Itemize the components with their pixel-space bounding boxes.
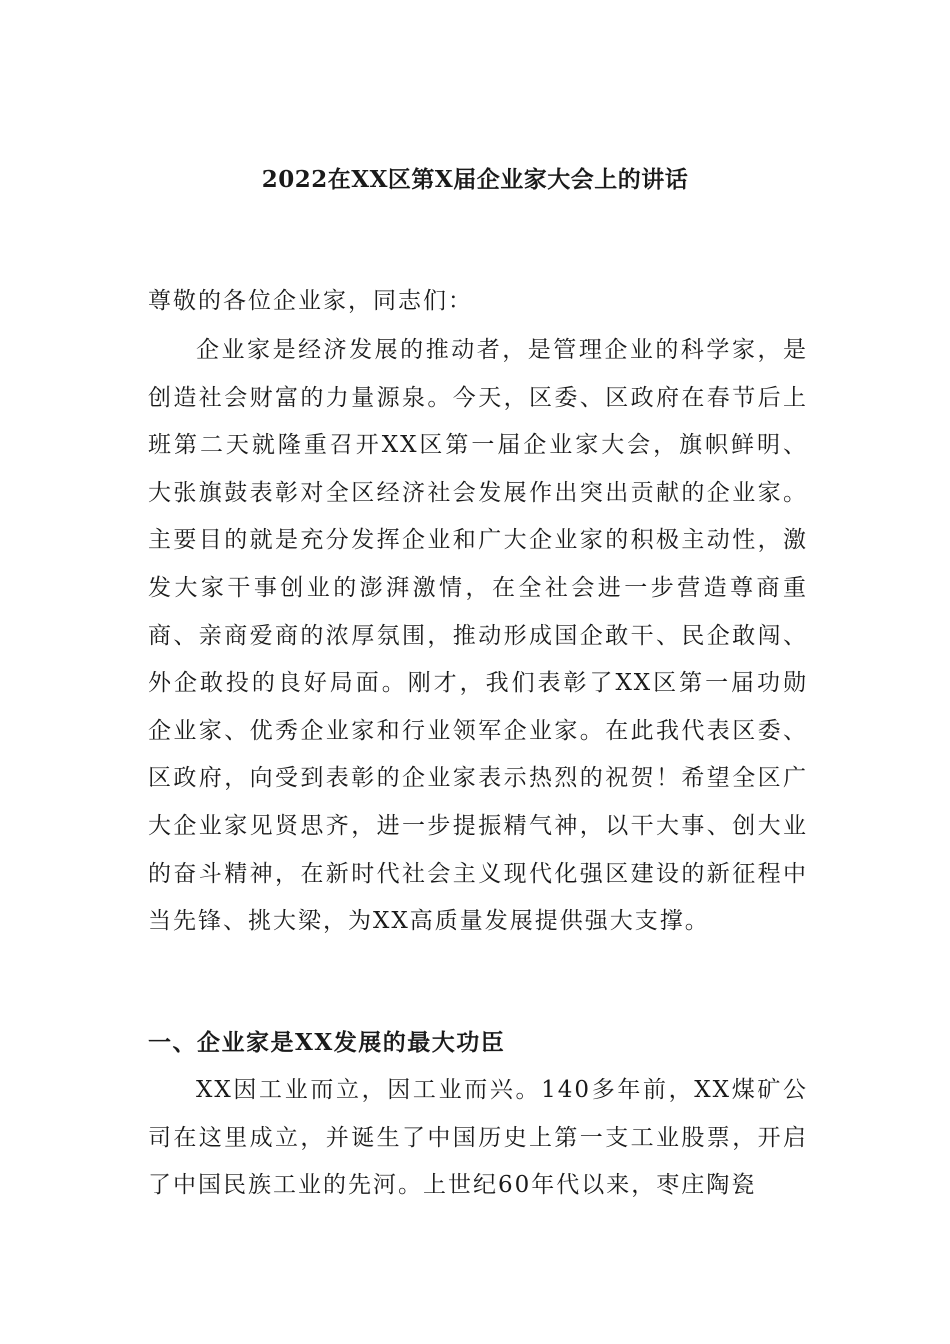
paragraph-section-1: XX因工业而立，因工业而兴。140多年前，XX煤矿公司在这里成立，并诞生了中国历史上第一支工业股票，开启了中国民族工业的先河。上世纪60年代以来，枣庄陶瓷 bbox=[148, 1077, 808, 1199]
paragraph-intro: 企业家是经济发展的推动者，是管理企业的科学家，是创造社会财富的力量源泉。今天，区委、区政府在春节后上班第二天就隆重召开XX区第一届企业家大会，旗帜鲜明、大张旗鼓表彰对全区经济社会发展作出突出贡献的企业家。主要目的就是充分发挥企业和广大企业家的积极主动性，激发大家干事创业的澎湃激情，在全社会进一步营造尊商重商、亲商爱商的浓厚氛围，推动形成国企敢干、民企敢闯、外企敢投的良好局面。刚才，我们表彰了XX区第一届功勋企业家、优秀企业家和行业领军企业家。在此我代表区委、区政府，向受到表彰的企业家表示热烈的祝贺！希望全区广大企业家见贤思齐，进一步提振精气神，以干大事、创大业的奋斗精神，在新时代社会主义现代化强区建设的新征程中当先锋、挑大梁，为XX高质量发展提供强大支撑。 bbox=[148, 337, 808, 935]
salutation: 尊敬的各位企业家，同志们： bbox=[148, 288, 473, 314]
section-heading-1: 一、企业家是XX发展的最大功臣 bbox=[148, 1029, 506, 1056]
document-title: 2022在XX区第X届企业家大会上的讲话 bbox=[261, 166, 689, 193]
